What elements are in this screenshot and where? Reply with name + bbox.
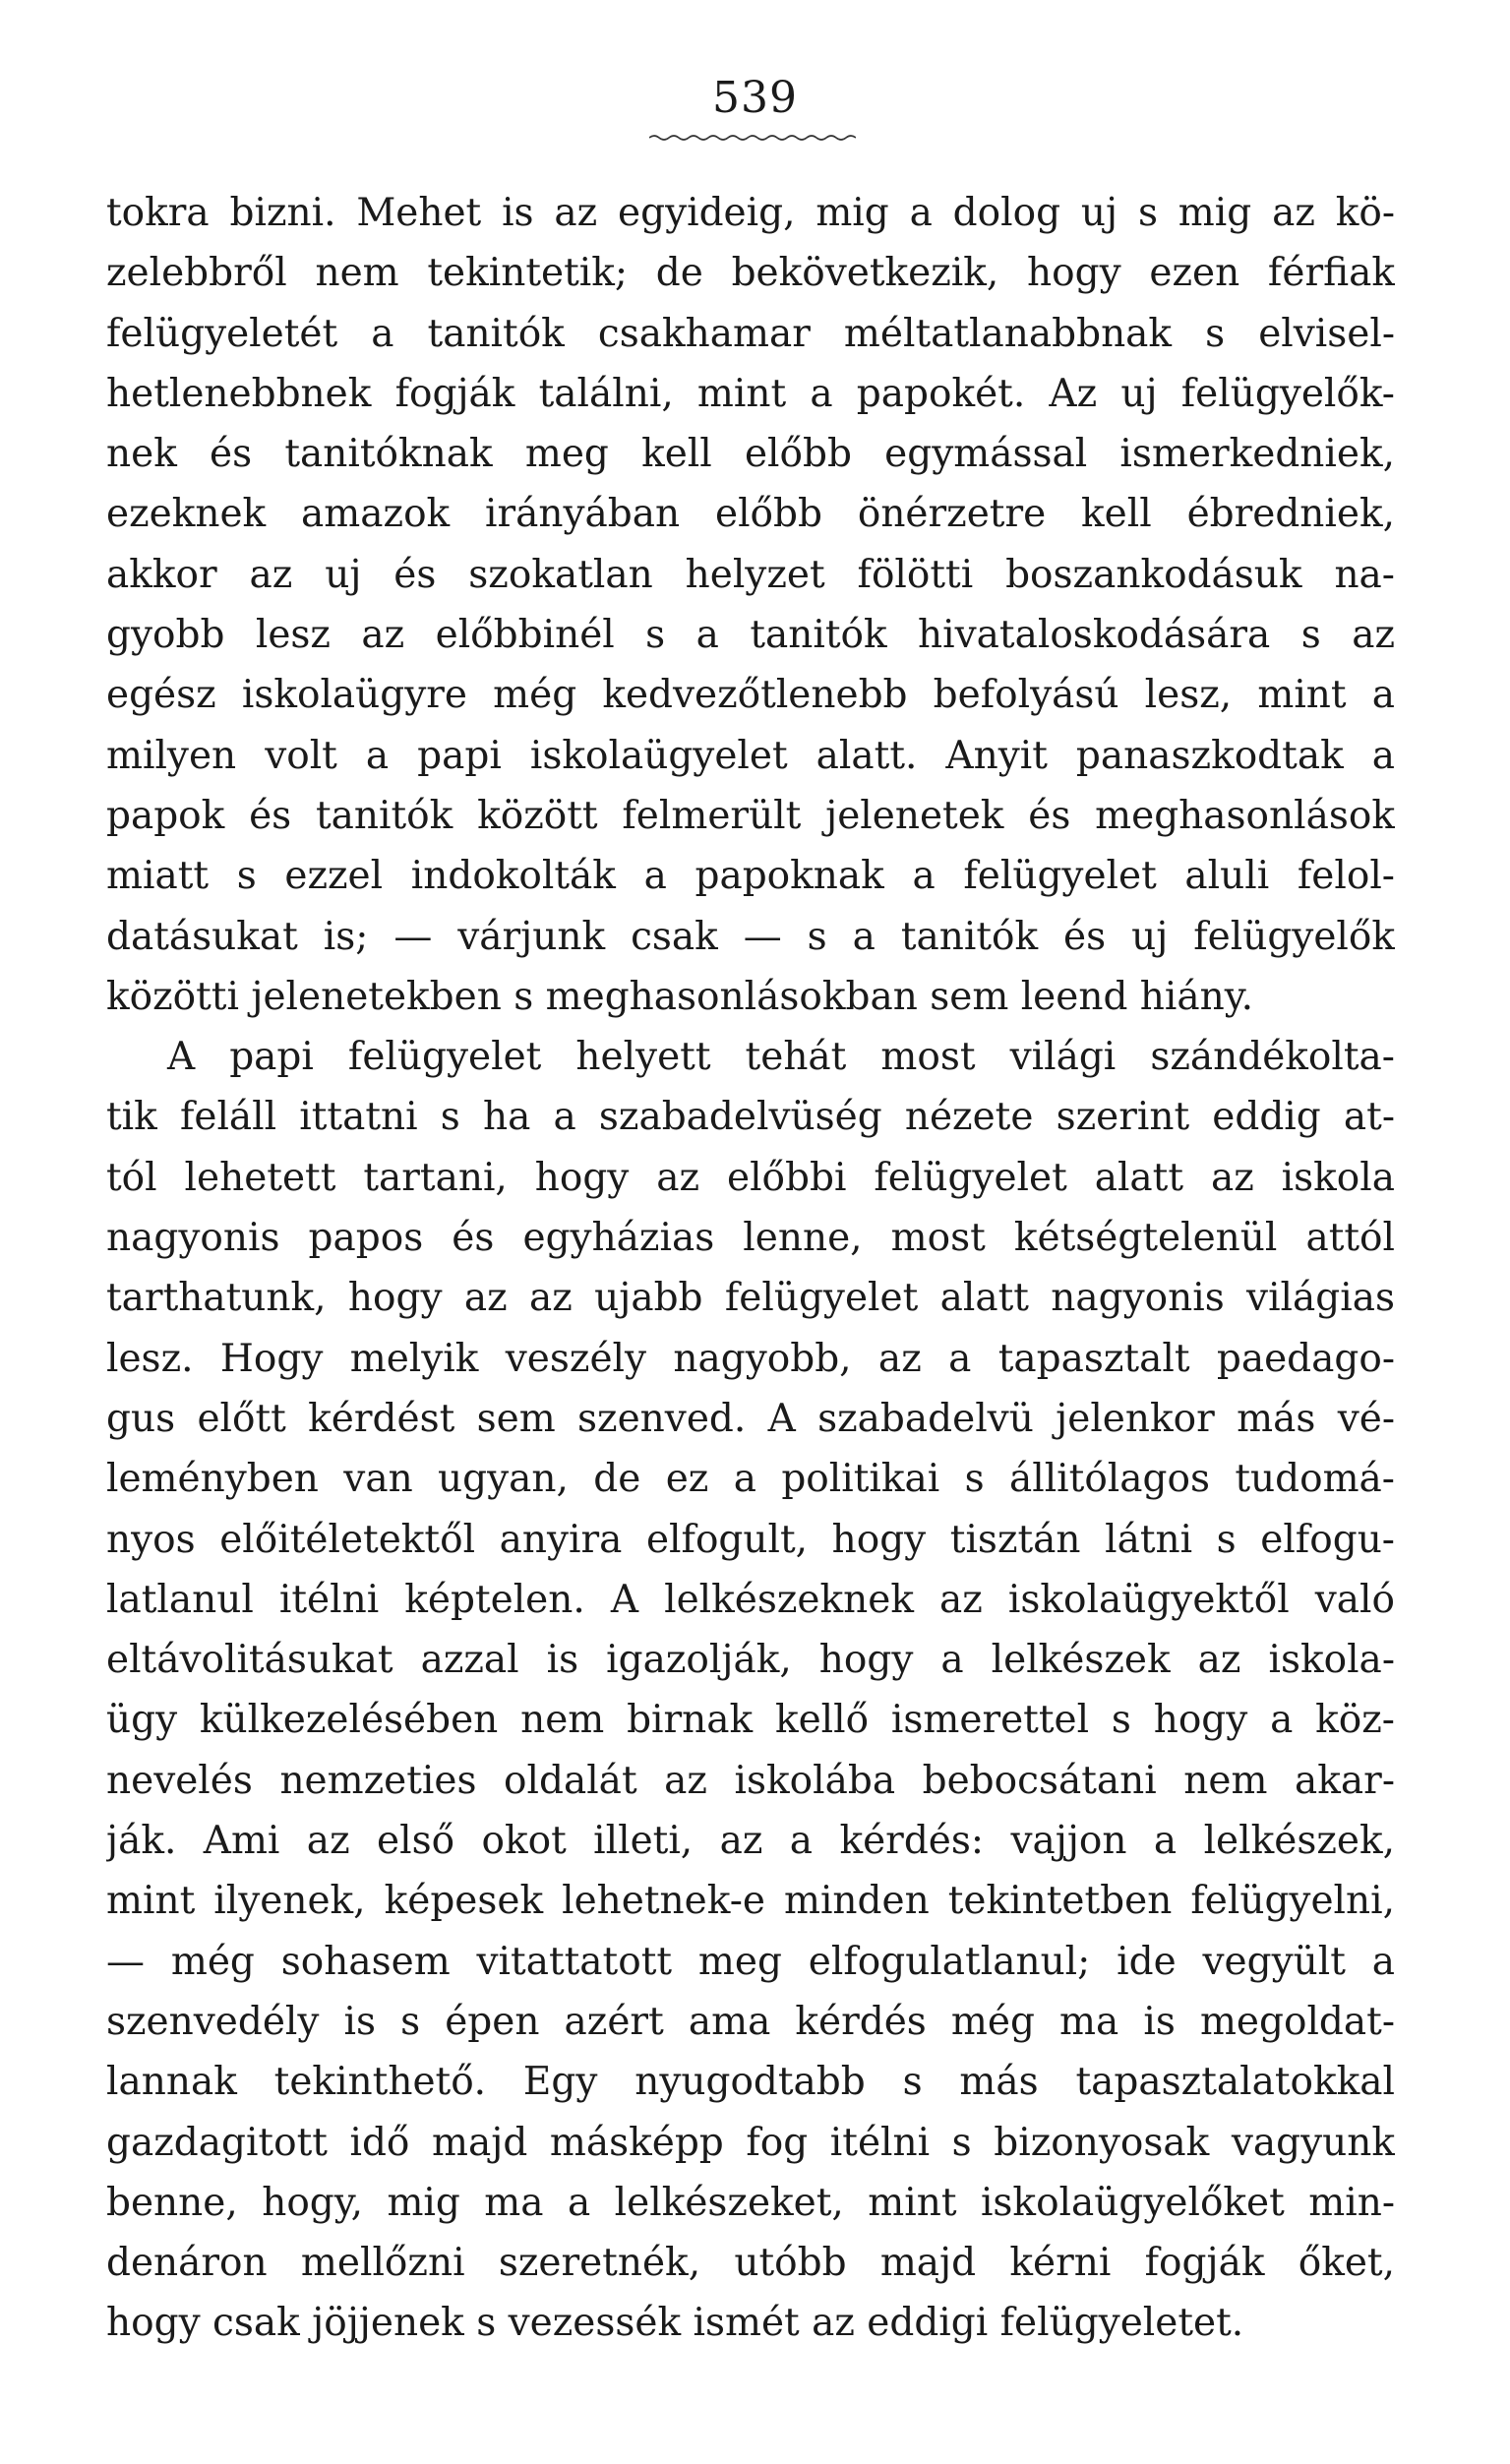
text-line: egész iskolaügyre még kedvezőtlenebb befolyású lesz, mint a bbox=[106, 673, 1395, 718]
text-line: benne, hogy, mig ma a lelkészeket, mint iskolaügyelőket min- bbox=[106, 2180, 1395, 2225]
text-line: közötti jelenetekben s meghasonlásokban sem leend hiány. bbox=[106, 974, 1254, 1019]
text-line: felügyeletét a tanitók csakhamar méltatlanabbnak s elvisel- bbox=[106, 311, 1395, 356]
page-number: 539 bbox=[712, 73, 798, 123]
text-line: lannak tekinthető. Egy nyugodtabb s más tapasztalatokkal bbox=[106, 2060, 1395, 2105]
text-line: szenvedély is s épen azért ama kérdés még ma is megoldat- bbox=[106, 1999, 1395, 2044]
text-line: gyobb lesz az előbbinél s a tanitók hivataloskodására s az bbox=[106, 613, 1395, 658]
text-line: zelebbről nem tekintetik; de bekövetkezik, hogy ezen férfiak bbox=[106, 251, 1395, 296]
text-line: tik feláll ittatni s ha a szabadelvüség nézete szerint eddig at- bbox=[106, 1095, 1395, 1140]
text-line: eltávolitásukat azzal is igazolják, hogy a lelkészek az iskola- bbox=[106, 1638, 1395, 1683]
text-line: miatt s ezzel indokolták a papoknak a felügyelet aluli felol- bbox=[106, 854, 1395, 899]
text-line: nek és tanitóknak meg kell előbb egymással ismerkedniek, bbox=[106, 432, 1395, 477]
text-line: nagyonis papos és egyházias lenne, most kétségtelenül attól bbox=[106, 1216, 1395, 1261]
text-line: datásukat is; — várjunk csak — s a tanitók és uj felügyelők bbox=[106, 914, 1395, 959]
text-line: papok és tanitók között felmerült jelenetek és meghasonlások bbox=[106, 793, 1395, 838]
text-line: ügy külkezelésében nem birnak kellő ismerettel s hogy a köz- bbox=[106, 1698, 1395, 1743]
text-line: tokra bizni. Mehet is az egyideig, mig a dolog uj s mig az kö- bbox=[106, 191, 1395, 235]
text-line: tól lehetett tartani, hogy az előbbi felügyelet alatt az iskola bbox=[106, 1155, 1395, 1200]
text-line: denáron mellőzni szeretnék, utóbb majd kérni fogják őket, bbox=[106, 2241, 1395, 2286]
text-line: lesz. Hogy melyik veszély nagyobb, az a tapasztalt paedago- bbox=[106, 1336, 1395, 1381]
page-number-ornament bbox=[649, 134, 856, 142]
text-line: hogy csak jöjjenek s vezessék ismét az eddigi felügyeletet. bbox=[106, 2301, 1244, 2346]
text-line: A papi felügyelet helyett tehát most világi szándékolta- bbox=[167, 1035, 1395, 1080]
text-line: mint ilyenek, képesek lehetnek-e minden tekintetben felügyelni, bbox=[106, 1879, 1395, 1924]
text-line: akkor az uj és szokatlan helyzet fölötti boszankodásuk na- bbox=[106, 552, 1395, 597]
text-line: ják. Ami az első okot illeti, az a kérdés: vajjon a lelkészek, bbox=[106, 1819, 1395, 1864]
text-line: ezeknek amazok irányában előbb önérzetre kell ébredniek, bbox=[106, 492, 1395, 537]
text-line: latlanul itélni képtelen. A lelkészeknek az iskolaügyektől való bbox=[106, 1577, 1395, 1622]
text-line: gazdagitott idő majd másképp fog itélni s bizonyosak vagyunk bbox=[106, 2120, 1395, 2165]
text-line: — még sohasem vitattatott meg elfogulatlanul; ide vegyült a bbox=[106, 1939, 1395, 1984]
text-line: gus előtt kérdést sem szenved. A szabadelvü jelenkor más vé- bbox=[106, 1396, 1395, 1441]
text-line: tarthatunk, hogy az az ujabb felügyelet alatt nagyonis világias bbox=[106, 1276, 1395, 1321]
text-line: hetlenebbnek fogják találni, mint a papokét. Az uj felügyelők- bbox=[106, 371, 1395, 416]
text-line: nevelés nemzeties oldalát az iskolába bebocsátani nem akar- bbox=[106, 1758, 1395, 1803]
paragraph-1 bbox=[106, 183, 1395, 1027]
body-text bbox=[106, 183, 1395, 2354]
text-line: leményben van ugyan, de ez a politikai s állitólagos tudomá- bbox=[106, 1457, 1395, 1502]
text-line: milyen volt a papi iskolaügyelet alatt. Anyit panaszkodtak a bbox=[106, 733, 1395, 778]
paragraph-2 bbox=[106, 1027, 1395, 2354]
text-line: nyos előitéletektől anyira elfogult, hogy tisztán látni s elfogu- bbox=[106, 1517, 1395, 1562]
